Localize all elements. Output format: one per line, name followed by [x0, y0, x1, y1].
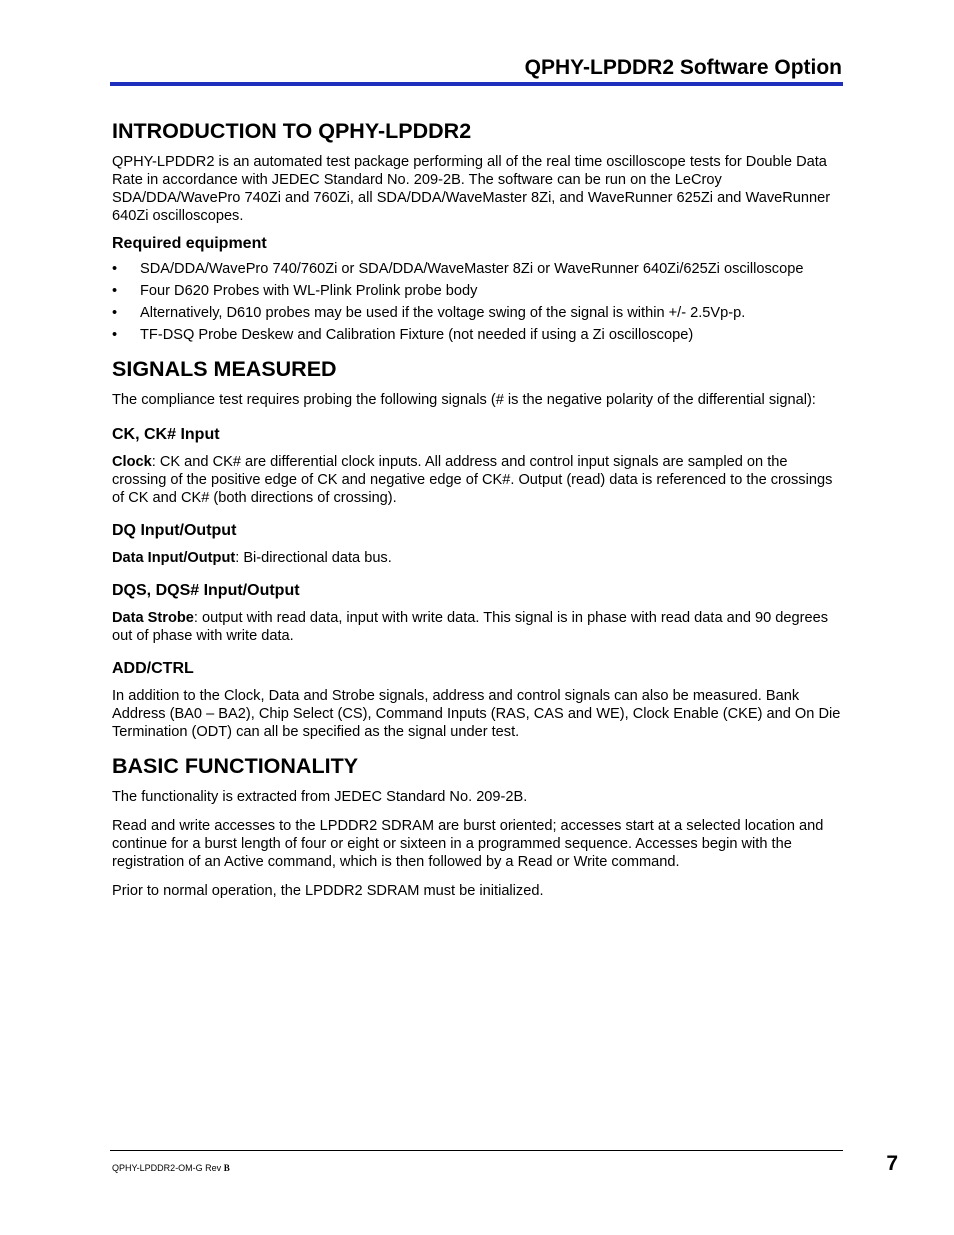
list-item: • SDA/DDA/WavePro 740/760Zi or SDA/DDA/WaveMaster 8Zi or WaveRunner 640Zi/625Zi oscilloscope	[112, 261, 804, 277]
footer-rule	[110, 1150, 843, 1151]
dqs-term: Data Strobe	[112, 610, 194, 626]
bullet-icon: •	[112, 261, 118, 277]
addctrl-heading: ADD/CTRL	[112, 660, 194, 677]
ck-paragraph: Clock: CK and CK# are differential clock inputs. All address and control input signals are sampled on the crossing of the positive edge of CK and negative edge of CK#. Output (read) data is referenced to the crossings of CK and CK# (both directions of crossing).	[112, 454, 833, 506]
addctrl-paragraph: In addition to the Clock, Data and Strobe signals, address and control signals can also be measured. Bank Address (BA0 – BA2), Chip Select (CS), Command Inputs (RAS, CAS and WE), Clock Enable (CKE) and On Die Termination (ODT) can all be specified as the signal under test.	[112, 688, 841, 740]
page-number: 7	[886, 1152, 898, 1175]
intro-heading: INTRODUCTION TO QPHY-LPDDR2	[112, 119, 472, 143]
page-header-title: QPHY-LPDDR2 Software Option	[524, 56, 842, 79]
footer-doc-code: QPHY-LPDDR2-OM-G Rev B	[112, 1163, 230, 1173]
basic-paragraph-3: Prior to normal operation, the LPDDR2 SDRAM must be initialized.	[112, 883, 544, 899]
bullet-icon: •	[112, 305, 118, 321]
dq-heading: DQ Input/Output	[112, 522, 237, 539]
list-item: • TF-DSQ Probe Deskew and Calibration Fixture (not needed if using a Zi oscilloscope)	[112, 327, 694, 343]
signals-paragraph: The compliance test requires probing the following signals (# is the negative polarity of the differential signal):	[112, 392, 816, 408]
required-equipment-heading: Required equipment	[112, 235, 267, 252]
basic-paragraph-2: Read and write accesses to the LPDDR2 SDRAM are burst oriented; accesses start at a selected location and continue for a burst length of four or eight or sixteen in a programmed sequence. Accesses begin with the registration of an Active command, which is then followed by a Read or Write command.	[112, 818, 824, 870]
page-content	[112, 118, 844, 909]
basic-paragraph-1: The functionality is extracted from JEDEC Standard No. 209-2B.	[112, 789, 528, 805]
footer-rev: B	[223, 1163, 230, 1173]
ck-term: Clock	[112, 454, 152, 470]
bullet-icon: •	[112, 327, 118, 343]
signals-heading: SIGNALS MEASURED	[112, 357, 337, 381]
bullet-icon: •	[112, 283, 118, 299]
dqs-heading: DQS, DQS# Input/Output	[112, 582, 300, 599]
ck-heading: CK, CK# Input	[112, 426, 220, 443]
dq-term: Data Input/Output	[112, 550, 236, 566]
dq-paragraph: Data Input/Output: Bi-directional data bus.	[112, 550, 392, 566]
list-item: • Four D620 Probes with WL-Plink Prolink probe body	[112, 283, 478, 299]
intro-paragraph: QPHY-LPDDR2 is an automated test package performing all of the real time oscilloscope tests for Double Data Rate in accordance with JEDEC Standard No. 209-2B. The software can be run on the LeCroy SDA/DDA/WavePro 740Zi and 760Zi, all SDA/DDA/WaveMaster 8Zi, and WaveRunner 625Zi and WaveRunner 640Zi oscilloscopes.	[112, 154, 831, 224]
header-rule	[110, 82, 843, 86]
list-item: • Alternatively, D610 probes may be used if the voltage swing of the signal is within +/- 2.5Vp-p.	[112, 305, 746, 321]
equipment-list	[112, 260, 844, 344]
basic-heading: BASIC FUNCTIONALITY	[112, 754, 359, 778]
dqs-paragraph: Data Strobe: output with read data, input with write data. This signal is in phase with read data and 90 degrees out of phase with write data.	[112, 610, 829, 644]
